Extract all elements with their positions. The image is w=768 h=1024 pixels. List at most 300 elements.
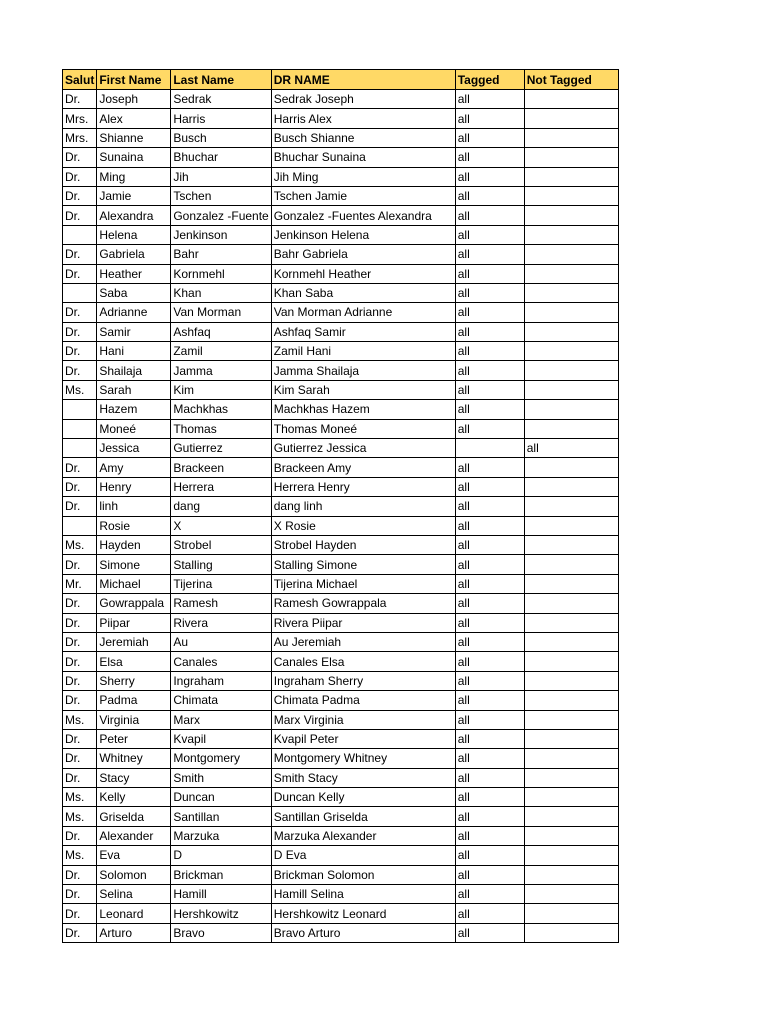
tagged-cell: all bbox=[455, 225, 524, 244]
first-name-cell: Helena bbox=[97, 225, 171, 244]
tagged-cell: all bbox=[455, 245, 524, 264]
first-name-cell: Samir bbox=[97, 322, 171, 341]
last-name-cell: Ramesh bbox=[171, 594, 271, 613]
dr-name-cell: dang linh bbox=[271, 497, 455, 516]
tagged-cell: all bbox=[455, 400, 524, 419]
not-tagged-cell bbox=[524, 264, 618, 283]
last-name-cell: Jih bbox=[171, 167, 271, 186]
table-body bbox=[63, 90, 619, 943]
first-name-cell: Selina bbox=[97, 885, 171, 904]
salutation-cell: Ms. bbox=[63, 380, 97, 399]
table-row bbox=[63, 167, 619, 186]
tagged-cell: all bbox=[455, 652, 524, 671]
tagged-cell: all bbox=[455, 303, 524, 322]
tagged-cell: all bbox=[455, 497, 524, 516]
last-name-cell: Brickman bbox=[171, 865, 271, 884]
table-row bbox=[63, 710, 619, 729]
header-not-tagged: Not Tagged bbox=[524, 70, 618, 90]
first-name-cell: Jessica bbox=[97, 439, 171, 458]
table-row bbox=[63, 109, 619, 128]
not-tagged-cell bbox=[524, 245, 618, 264]
not-tagged-cell bbox=[524, 458, 618, 477]
first-name-cell: Shianne bbox=[97, 128, 171, 147]
salutation-cell bbox=[63, 283, 97, 302]
table-row bbox=[63, 555, 619, 574]
salutation-cell: Dr. bbox=[63, 632, 97, 651]
last-name-cell: Rivera bbox=[171, 613, 271, 632]
first-name-cell: Piipar bbox=[97, 613, 171, 632]
last-name-cell: Marzuka bbox=[171, 826, 271, 845]
tagged-cell: all bbox=[455, 749, 524, 768]
dr-name-cell: Harris Alex bbox=[271, 109, 455, 128]
table-row bbox=[63, 885, 619, 904]
last-name-cell: Hamill bbox=[171, 885, 271, 904]
first-name-cell: Simone bbox=[97, 555, 171, 574]
table-row bbox=[63, 788, 619, 807]
first-name-cell: Alexander bbox=[97, 826, 171, 845]
table-row bbox=[63, 380, 619, 399]
first-name-cell: Sherry bbox=[97, 671, 171, 690]
tagged-cell: all bbox=[455, 535, 524, 554]
first-name-cell: Gabriela bbox=[97, 245, 171, 264]
dr-name-cell: Stalling Simone bbox=[271, 555, 455, 574]
table-header bbox=[63, 70, 619, 90]
dr-name-cell: Duncan Kelly bbox=[271, 788, 455, 807]
table-row bbox=[63, 768, 619, 787]
not-tagged-cell bbox=[524, 90, 618, 109]
dr-name-cell: Ramesh Gowrappala bbox=[271, 594, 455, 613]
table-row bbox=[63, 225, 619, 244]
tagged-cell: all bbox=[455, 671, 524, 690]
salutation-cell: Ms. bbox=[63, 807, 97, 826]
doctor-tag-table bbox=[62, 69, 619, 943]
dr-name-cell: Smith Stacy bbox=[271, 768, 455, 787]
not-tagged-cell: all bbox=[524, 439, 618, 458]
not-tagged-cell bbox=[524, 826, 618, 845]
dr-name-cell: Khan Saba bbox=[271, 283, 455, 302]
dr-name-cell: Machkhas Hazem bbox=[271, 400, 455, 419]
dr-name-cell: Jamma Shailaja bbox=[271, 361, 455, 380]
table-row bbox=[63, 497, 619, 516]
last-name-cell: Strobel bbox=[171, 535, 271, 554]
not-tagged-cell bbox=[524, 807, 618, 826]
first-name-cell: Elsa bbox=[97, 652, 171, 671]
salutation-cell: Mr. bbox=[63, 574, 97, 593]
last-name-cell: Sedrak bbox=[171, 90, 271, 109]
table-row bbox=[63, 826, 619, 845]
dr-name-cell: Ingraham Sherry bbox=[271, 671, 455, 690]
not-tagged-cell bbox=[524, 768, 618, 787]
first-name-cell: Peter bbox=[97, 729, 171, 748]
salutation-cell: Dr. bbox=[63, 594, 97, 613]
tagged-cell: all bbox=[455, 90, 524, 109]
table-row bbox=[63, 128, 619, 147]
dr-name-cell: Bhuchar Sunaina bbox=[271, 148, 455, 167]
dr-name-cell: Bahr Gabriela bbox=[271, 245, 455, 264]
salutation-cell: Dr. bbox=[63, 671, 97, 690]
dr-name-cell: X Rosie bbox=[271, 516, 455, 535]
salutation-cell: Ms. bbox=[63, 788, 97, 807]
tagged-cell: all bbox=[455, 477, 524, 496]
dr-name-cell: D Eva bbox=[271, 846, 455, 865]
first-name-cell: Rosie bbox=[97, 516, 171, 535]
tagged-cell: all bbox=[455, 283, 524, 302]
first-name-cell: Moneé bbox=[97, 419, 171, 438]
last-name-cell: dang bbox=[171, 497, 271, 516]
not-tagged-cell bbox=[524, 710, 618, 729]
not-tagged-cell bbox=[524, 167, 618, 186]
table-row bbox=[63, 245, 619, 264]
last-name-cell: Kvapil bbox=[171, 729, 271, 748]
salutation-cell: Dr. bbox=[63, 555, 97, 574]
last-name-cell: Van Morman bbox=[171, 303, 271, 322]
dr-name-cell: Van Morman Adrianne bbox=[271, 303, 455, 322]
first-name-cell: Padma bbox=[97, 691, 171, 710]
table-row bbox=[63, 361, 619, 380]
salutation-cell: Dr. bbox=[63, 768, 97, 787]
first-name-cell: Virginia bbox=[97, 710, 171, 729]
table-row bbox=[63, 400, 619, 419]
tagged-cell: all bbox=[455, 361, 524, 380]
table-row bbox=[63, 419, 619, 438]
salutation-cell: Dr. bbox=[63, 477, 97, 496]
tagged-cell: all bbox=[455, 458, 524, 477]
table-row bbox=[63, 148, 619, 167]
tagged-cell: all bbox=[455, 516, 524, 535]
tagged-cell: all bbox=[455, 342, 524, 361]
last-name-cell: Busch bbox=[171, 128, 271, 147]
first-name-cell: linh bbox=[97, 497, 171, 516]
salutation-cell: Dr. bbox=[63, 691, 97, 710]
dr-name-cell: Chimata Padma bbox=[271, 691, 455, 710]
dr-name-cell: Brickman Solomon bbox=[271, 865, 455, 884]
first-name-cell: Heather bbox=[97, 264, 171, 283]
dr-name-cell: Tschen Jamie bbox=[271, 186, 455, 205]
not-tagged-cell bbox=[524, 652, 618, 671]
salutation-cell: Dr. bbox=[63, 923, 97, 942]
table-row bbox=[63, 516, 619, 535]
salutation-cell: Dr. bbox=[63, 885, 97, 904]
table-row bbox=[63, 342, 619, 361]
not-tagged-cell bbox=[524, 516, 618, 535]
table-row bbox=[63, 613, 619, 632]
tagged-cell: all bbox=[455, 768, 524, 787]
not-tagged-cell bbox=[524, 574, 618, 593]
tagged-cell: all bbox=[455, 380, 524, 399]
not-tagged-cell bbox=[524, 303, 618, 322]
dr-name-cell: Ashfaq Samir bbox=[271, 322, 455, 341]
salutation-cell: Dr. bbox=[63, 303, 97, 322]
not-tagged-cell bbox=[524, 613, 618, 632]
last-name-cell: Bravo bbox=[171, 923, 271, 942]
first-name-cell: Hazem bbox=[97, 400, 171, 419]
salutation-cell: Dr. bbox=[63, 206, 97, 225]
salutation-cell: Dr. bbox=[63, 342, 97, 361]
last-name-cell: Ashfaq bbox=[171, 322, 271, 341]
tagged-cell: all bbox=[455, 632, 524, 651]
not-tagged-cell bbox=[524, 419, 618, 438]
header-salutation: Salut bbox=[63, 70, 97, 90]
not-tagged-cell bbox=[524, 904, 618, 923]
first-name-cell: Joseph bbox=[97, 90, 171, 109]
table-row bbox=[63, 439, 619, 458]
last-name-cell: Chimata bbox=[171, 691, 271, 710]
tagged-cell: all bbox=[455, 555, 524, 574]
first-name-cell: Griselda bbox=[97, 807, 171, 826]
last-name-cell: D bbox=[171, 846, 271, 865]
salutation-cell: Dr. bbox=[63, 361, 97, 380]
first-name-cell: Arturo bbox=[97, 923, 171, 942]
table-row bbox=[63, 458, 619, 477]
last-name-cell: Hershkowitz bbox=[171, 904, 271, 923]
not-tagged-cell bbox=[524, 923, 618, 942]
header-last-name: Last Name bbox=[171, 70, 271, 90]
table-row bbox=[63, 749, 619, 768]
tagged-cell: all bbox=[455, 594, 524, 613]
salutation-cell: Mrs. bbox=[63, 109, 97, 128]
first-name-cell: Jeremiah bbox=[97, 632, 171, 651]
last-name-cell: Kornmehl bbox=[171, 264, 271, 283]
not-tagged-cell bbox=[524, 361, 618, 380]
not-tagged-cell bbox=[524, 148, 618, 167]
salutation-cell: Dr. bbox=[63, 826, 97, 845]
not-tagged-cell bbox=[524, 594, 618, 613]
tagged-cell: all bbox=[455, 923, 524, 942]
salutation-cell: Dr. bbox=[63, 729, 97, 748]
table-row bbox=[63, 807, 619, 826]
last-name-cell: Jamma bbox=[171, 361, 271, 380]
not-tagged-cell bbox=[524, 846, 618, 865]
not-tagged-cell bbox=[524, 535, 618, 554]
table-row bbox=[63, 652, 619, 671]
table-row bbox=[63, 477, 619, 496]
tagged-cell: all bbox=[455, 729, 524, 748]
not-tagged-cell bbox=[524, 497, 618, 516]
salutation-cell bbox=[63, 225, 97, 244]
salutation-cell: Mrs. bbox=[63, 128, 97, 147]
dr-name-cell: Brackeen Amy bbox=[271, 458, 455, 477]
salutation-cell: Ms. bbox=[63, 710, 97, 729]
last-name-cell: Machkhas bbox=[171, 400, 271, 419]
dr-name-cell: Thomas Moneé bbox=[271, 419, 455, 438]
dr-name-cell: Gutierrez Jessica bbox=[271, 439, 455, 458]
last-name-cell: Bhuchar bbox=[171, 148, 271, 167]
last-name-cell: Harris bbox=[171, 109, 271, 128]
table-row bbox=[63, 594, 619, 613]
salutation-cell: Dr. bbox=[63, 148, 97, 167]
table-row bbox=[63, 535, 619, 554]
dr-name-cell: Busch Shianne bbox=[271, 128, 455, 147]
first-name-cell: Michael bbox=[97, 574, 171, 593]
first-name-cell: Eva bbox=[97, 846, 171, 865]
last-name-cell: Thomas bbox=[171, 419, 271, 438]
table-row bbox=[63, 322, 619, 341]
not-tagged-cell bbox=[524, 788, 618, 807]
first-name-cell: Alex bbox=[97, 109, 171, 128]
not-tagged-cell bbox=[524, 206, 618, 225]
table-row bbox=[63, 90, 619, 109]
first-name-cell: Amy bbox=[97, 458, 171, 477]
tagged-cell: all bbox=[455, 148, 524, 167]
last-name-cell: Zamil bbox=[171, 342, 271, 361]
dr-name-cell: Marx Virginia bbox=[271, 710, 455, 729]
tagged-cell: all bbox=[455, 691, 524, 710]
tagged-cell: all bbox=[455, 807, 524, 826]
dr-name-cell: Sedrak Joseph bbox=[271, 90, 455, 109]
salutation-cell bbox=[63, 516, 97, 535]
last-name-cell: Duncan bbox=[171, 788, 271, 807]
dr-name-cell: Strobel Hayden bbox=[271, 535, 455, 554]
dr-name-cell: Au Jeremiah bbox=[271, 632, 455, 651]
tagged-cell: all bbox=[455, 826, 524, 845]
last-name-cell: Herrera bbox=[171, 477, 271, 496]
last-name-cell: Ingraham bbox=[171, 671, 271, 690]
salutation-cell: Dr. bbox=[63, 186, 97, 205]
last-name-cell: Montgomery bbox=[171, 749, 271, 768]
last-name-cell: Bahr bbox=[171, 245, 271, 264]
salutation-cell: Dr. bbox=[63, 613, 97, 632]
not-tagged-cell bbox=[524, 128, 618, 147]
tagged-cell: all bbox=[455, 846, 524, 865]
salutation-cell: Dr. bbox=[63, 245, 97, 264]
table-row bbox=[63, 691, 619, 710]
header-dr-name: DR NAME bbox=[271, 70, 455, 90]
first-name-cell: Jamie bbox=[97, 186, 171, 205]
salutation-cell: Dr. bbox=[63, 749, 97, 768]
tagged-cell bbox=[455, 439, 524, 458]
tagged-cell: all bbox=[455, 264, 524, 283]
last-name-cell: Au bbox=[171, 632, 271, 651]
first-name-cell: Leonard bbox=[97, 904, 171, 923]
last-name-cell: Marx bbox=[171, 710, 271, 729]
table-row bbox=[63, 632, 619, 651]
salutation-cell: Dr. bbox=[63, 865, 97, 884]
table-row bbox=[63, 264, 619, 283]
first-name-cell: Ming bbox=[97, 167, 171, 186]
not-tagged-cell bbox=[524, 865, 618, 884]
tagged-cell: all bbox=[455, 167, 524, 186]
salutation-cell: Dr. bbox=[63, 90, 97, 109]
not-tagged-cell bbox=[524, 342, 618, 361]
dr-name-cell: Herrera Henry bbox=[271, 477, 455, 496]
tagged-cell: all bbox=[455, 419, 524, 438]
salutation-cell: Dr. bbox=[63, 904, 97, 923]
not-tagged-cell bbox=[524, 225, 618, 244]
dr-name-cell: Canales Elsa bbox=[271, 652, 455, 671]
not-tagged-cell bbox=[524, 555, 618, 574]
first-name-cell: Shailaja bbox=[97, 361, 171, 380]
first-name-cell: Stacy bbox=[97, 768, 171, 787]
last-name-cell: X bbox=[171, 516, 271, 535]
first-name-cell: Solomon bbox=[97, 865, 171, 884]
tagged-cell: all bbox=[455, 206, 524, 225]
tagged-cell: all bbox=[455, 613, 524, 632]
not-tagged-cell bbox=[524, 322, 618, 341]
dr-name-cell: Hershkowitz Leonard bbox=[271, 904, 455, 923]
table-row bbox=[63, 904, 619, 923]
dr-name-cell: Santillan Griselda bbox=[271, 807, 455, 826]
dr-name-cell: Jenkinson Helena bbox=[271, 225, 455, 244]
tagged-cell: all bbox=[455, 865, 524, 884]
last-name-cell: Jenkinson bbox=[171, 225, 271, 244]
not-tagged-cell bbox=[524, 632, 618, 651]
table-row bbox=[63, 729, 619, 748]
last-name-cell: Brackeen bbox=[171, 458, 271, 477]
dr-name-cell: Kvapil Peter bbox=[271, 729, 455, 748]
tagged-cell: all bbox=[455, 710, 524, 729]
header-tagged: Tagged bbox=[455, 70, 524, 90]
tagged-cell: all bbox=[455, 186, 524, 205]
table-row bbox=[63, 303, 619, 322]
not-tagged-cell bbox=[524, 691, 618, 710]
table-row bbox=[63, 206, 619, 225]
first-name-cell: Henry bbox=[97, 477, 171, 496]
first-name-cell: Hayden bbox=[97, 535, 171, 554]
salutation-cell: Dr. bbox=[63, 264, 97, 283]
salutation-cell: Ms. bbox=[63, 846, 97, 865]
dr-name-cell: Bravo Arturo bbox=[271, 923, 455, 942]
first-name-cell: Saba bbox=[97, 283, 171, 302]
last-name-cell: Tschen bbox=[171, 186, 271, 205]
dr-name-cell: Kornmehl Heather bbox=[271, 264, 455, 283]
dr-name-cell: Kim Sarah bbox=[271, 380, 455, 399]
not-tagged-cell bbox=[524, 885, 618, 904]
table-row bbox=[63, 846, 619, 865]
not-tagged-cell bbox=[524, 729, 618, 748]
table-row bbox=[63, 865, 619, 884]
last-name-cell: Smith bbox=[171, 768, 271, 787]
salutation-cell: Ms. bbox=[63, 535, 97, 554]
dr-name-cell: Hamill Selina bbox=[271, 885, 455, 904]
last-name-cell: Stalling bbox=[171, 555, 271, 574]
tagged-cell: all bbox=[455, 109, 524, 128]
dr-name-cell: Marzuka Alexander bbox=[271, 826, 455, 845]
not-tagged-cell bbox=[524, 749, 618, 768]
salutation-cell bbox=[63, 400, 97, 419]
not-tagged-cell bbox=[524, 186, 618, 205]
salutation-cell bbox=[63, 419, 97, 438]
dr-name-cell: Zamil Hani bbox=[271, 342, 455, 361]
first-name-cell: Gowrappala bbox=[97, 594, 171, 613]
not-tagged-cell bbox=[524, 671, 618, 690]
last-name-cell: Gutierrez bbox=[171, 439, 271, 458]
last-name-cell: Khan bbox=[171, 283, 271, 302]
salutation-cell: Dr. bbox=[63, 497, 97, 516]
last-name-cell: Gonzalez -Fuente bbox=[171, 206, 271, 225]
dr-name-cell: Gonzalez -Fuentes Alexandra bbox=[271, 206, 455, 225]
tagged-cell: all bbox=[455, 904, 524, 923]
not-tagged-cell bbox=[524, 400, 618, 419]
salutation-cell: Dr. bbox=[63, 652, 97, 671]
tagged-cell: all bbox=[455, 788, 524, 807]
not-tagged-cell bbox=[524, 283, 618, 302]
dr-name-cell: Montgomery Whitney bbox=[271, 749, 455, 768]
table-row bbox=[63, 283, 619, 302]
first-name-cell: Whitney bbox=[97, 749, 171, 768]
last-name-cell: Tijerina bbox=[171, 574, 271, 593]
not-tagged-cell bbox=[524, 109, 618, 128]
first-name-cell: Sunaina bbox=[97, 148, 171, 167]
tagged-cell: all bbox=[455, 322, 524, 341]
dr-name-cell: Jih Ming bbox=[271, 167, 455, 186]
header-row bbox=[63, 70, 619, 90]
first-name-cell: Kelly bbox=[97, 788, 171, 807]
table-row bbox=[63, 923, 619, 942]
first-name-cell: Adrianne bbox=[97, 303, 171, 322]
salutation-cell: Dr. bbox=[63, 458, 97, 477]
last-name-cell: Santillan bbox=[171, 807, 271, 826]
not-tagged-cell bbox=[524, 477, 618, 496]
